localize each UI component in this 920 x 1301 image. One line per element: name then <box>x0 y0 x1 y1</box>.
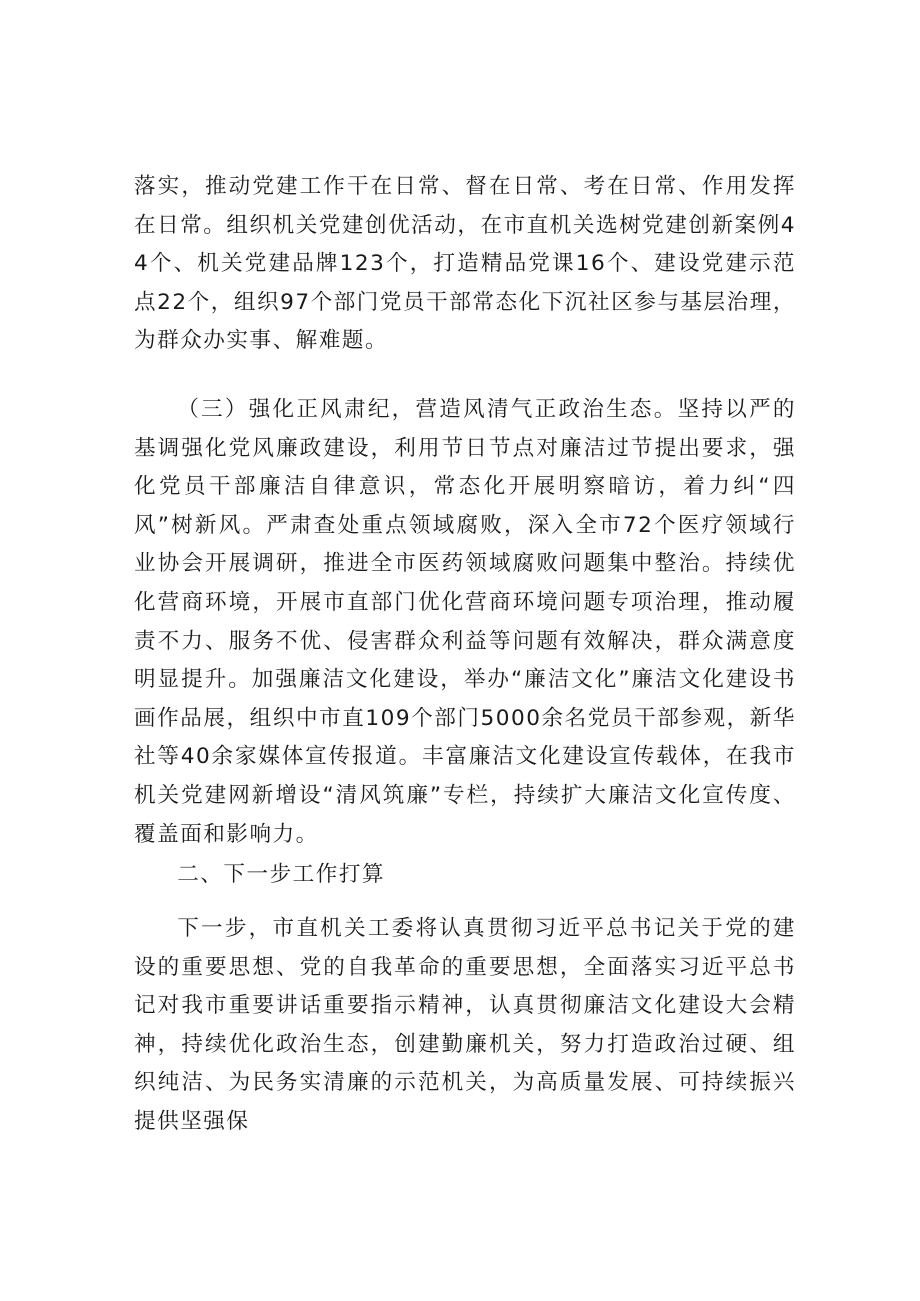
paragraph-party-building-activities: 落实，推动党建工作干在日常、督在日常、考在日常、作用发挥在日常。组织机关党建创优活动，在市直机关选树党建创新案例44个、机关党建品牌123个，打造精品党课16个、建设党建示范点22个，组织97个部门党员干部常态化下沉社区参与基层治理，为群众办实事、解难题。 <box>134 174 796 354</box>
paragraph-next-steps: 下一步，市直机关工委将认真贯彻习近平总书记关于党的建设的重要思想、党的自我革命的重要思想，全面落实习近平总书记对我市重要讲话重要指示精神，认真贯彻廉洁文化建设大会精神，持续优化政治生态，创建勤廉机关，努力打造政治过硬、组织纯洁、为民务实清廉的示范机关，为高质量发展、可持续振兴提供坚强保 <box>134 916 796 1134</box>
paragraph-integrity-discipline: （三）强化正风肃纪，营造风清气正政治生态。坚持以严的基调强化党风廉政建设，利用节日节点对廉洁过节提出要求，强化党员干部廉洁自律意识，常态化开展明察暗访，着力纠“四风”树新风。严肃查处重点领域腐败，深入全市72个医疗领域行业协会开展调研，推进全市医药领域腐败问题集中整治。持续优化营商环境，开展市直部门优化营商环境问题专项治理，推动履责不力、服务不优、侵害群众利益等问题有效解决，群众满意度明显提升。加强廉洁文化建设，举办“廉洁文化”廉洁文化建设书画作品展，组织中市直109个部门5000余名党员干部参观，新华社等40余家媒体宣传报道。丰富廉洁文化建设宣传载体，在我市机关党建网新增设“清风筑廉”专栏，持续扩大廉洁文化宣传度、覆盖面和影响力。 <box>134 397 796 847</box>
section-heading-next-steps: 二、下一步工作打算 <box>177 862 386 887</box>
